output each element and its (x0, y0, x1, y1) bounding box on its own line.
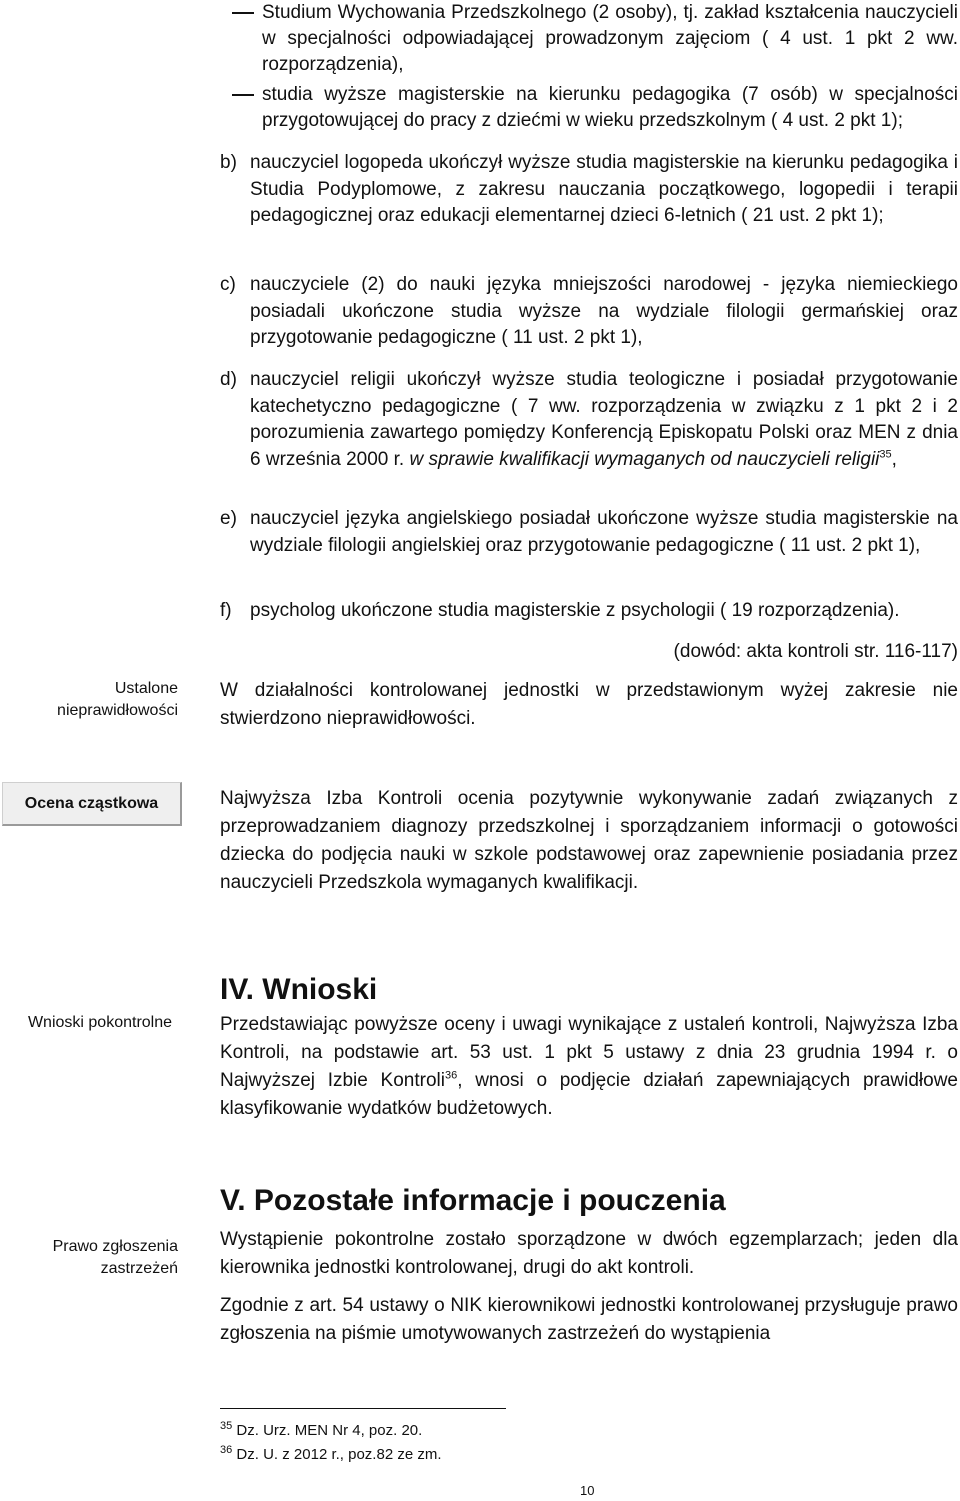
wnioski-text: Przedstawiając powyższe oceny i uwagi wynikające z ustaleń kontroli, Najwyższa Izba Kontroli, na podstawie art. 53 ust. 1 pkt 5 ustawy z dnia 23 grudnia 1994 r. o Najwyższej Izbie Kontroli$^{36}$, wnosi o podjęcie działań zapewniających prawidłowe klasyfikowanie wydatków budżetowych. (220, 1014, 958, 1119)
list-label: c) (220, 274, 236, 295)
list-item: studia wyższe magisterskie na kierunku pedagogika (7 osób) w specjalności przygotowującej do pracy z dziećmi w wieku przedszkolnym ( 4 ust. 2 pkt 1); (262, 84, 958, 131)
side-label-prawo: Prawo zgłoszenia zastrzeżeń (52, 1238, 178, 1277)
list-label: e) (220, 508, 237, 529)
list-label: d) (220, 369, 237, 390)
nieprawidlowosci-text: W działalności kontrolowanej jednostki w przedstawionym wyżej zakresie nie stwierdzono nieprawidłowości. (220, 680, 958, 729)
list-text: nauczyciel języka angielskiego posiadał ukończone wyższe studia magisterskie na wydziale filologii angielskiej oraz przygotowanie pedagogiczne ( 11 ust. 2 pkt 1), (250, 508, 958, 556)
list-label: b) (220, 152, 237, 173)
footnote-ref: 35 (879, 448, 892, 461)
footnote: $^{36}$ Dz. U. z 2012 r., poz.82 ze zm. (220, 1444, 442, 1463)
list-item-f (220, 598, 958, 625)
section-title: V. Pozostałe informacje i pouczenia (220, 1184, 726, 1217)
section-pozostale (220, 1182, 958, 1348)
list-label: f) (220, 600, 232, 621)
list-dash-marker (232, 94, 254, 96)
list-item-e (220, 506, 958, 559)
section-wnioski (220, 971, 958, 1123)
list-item: Studium Wychowania Przedszkolnego (2 osoby), tj. zakład kształcenia nauczycieli w specjalności odpowiadającej prowadzonym zajęciom ( 4 ust. 1 pkt 2 ww. rozporządzenia), (262, 2, 958, 75)
ocena-label-box: Ocena cząstkowa (2, 782, 182, 826)
footnote-rule (220, 1408, 506, 1409)
italic-title: w sprawie kwalifikacji wymaganych od nauczycieli religii (409, 448, 880, 470)
list-text: nauczyciel logopeda ukończył wyższe studia magisterskie na kierunku pedagogika i Studia Podyplomowe, z zakresu nauczania początkowego, logopedii i terapii pedagogicznej oraz edukacji elementarnej dzieci 6-letnich ( 21 ust. 2 pkt 1); (250, 152, 958, 226)
ocena-text: Najwyższa Izba Kontroli ocenia pozytywnie wykonywanie zadań związanych z przeprowadzaniem diagnozy przedszkolnej i sporządzaniem informacji o gotowości dziecka do podjęcia nauki w szkole podstawowej oraz zapewnienie posiadania przez nauczycieli Przedszkola wymaganych kwalifikacji. (220, 788, 958, 893)
list-item-c (220, 272, 958, 352)
side-label-wnioski: Wnioski pokontrolne (27, 1014, 173, 1031)
list-item-d (220, 367, 958, 473)
pozostale-p2: Zgodnie z art. 54 ustawy o NIK kierownikowi jednostki kontrolowanej przysługuje prawo zgłoszenia na piśmie umotywowanych zastrzeżeń do wystąpienia (220, 1295, 958, 1344)
list-item-b (220, 150, 958, 230)
evidence-note: (dowód: akta kontroli str. 116-117) (673, 641, 958, 662)
pozostale-p1: Wystąpienie pokontrolne zostało sporządzone w dwóch egzemplarzach; jeden dla kierownika jednostki kontrolowanej, drugi do akt kontroli. (220, 1229, 958, 1278)
section-title: IV. Wnioski (220, 973, 378, 1006)
list-text: psycholog ukończone studia magisterskie z psychologii ( 19 rozporządzenia). (250, 600, 900, 621)
footnote: $^{35}$ Dz. Urz. MEN Nr 4, poz. 20. (220, 1420, 423, 1439)
list-dash-marker (232, 12, 254, 14)
side-label-ustalone: Ustalone nieprawidłowości (57, 680, 178, 719)
list-text: nauczyciele (2) do nauki języka mniejszości narodowej - języka niemieckiego posiadali ukończone studia wyższe na wydziale filologii germańskiej oraz przygotowanie pedagogiczne ( 11 ust. 2 pkt 1), (250, 274, 958, 348)
list-text: nauczyciel religii ukończył wyższe studia teologiczne i posiadał przygotowanie katechetyczno pedagogiczne ( 7 ww. rozporządzenia w związku z 1 pkt 2 i 2 porozumienia zawartego pomiędzy Konferencją Episkopatu Polski oraz MEN z dnia 6 września 2000 r. w sprawie kwalifikacji wymaganych od nauczycieli religii$^{35}$, (250, 369, 958, 470)
footnote-ref: 36 (444, 1069, 458, 1082)
page-number: 10 (580, 1483, 595, 1498)
